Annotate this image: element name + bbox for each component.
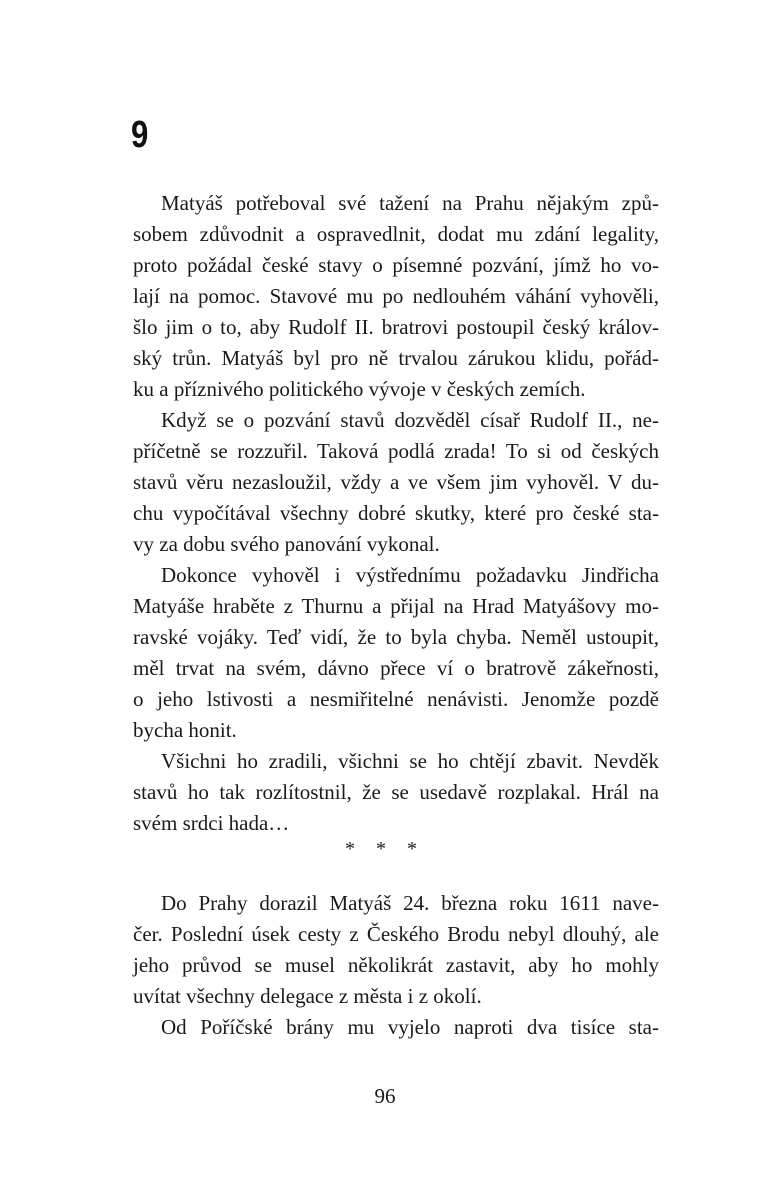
paragraph [133,1012,659,1043]
text-line: uvítat všechny delegace z města i z okolí. [133,984,482,1008]
text-line: o jeho lstivosti a nesmiřitelné nenávisti. Jenomže pozdě [133,687,659,711]
paragraph [133,405,659,560]
text-line: stavů věru nezasloužil, vždy a ve všem jim vyhověl. V du- [133,470,659,494]
text-line: Všichni ho zradili, všichni se ho chtějí zbavit. Nevděk [161,749,659,773]
text-line: Matyáš potřeboval své tažení na Prahu nějakým způ- [161,191,659,215]
text-line: Když se o pozvání stavů dozvěděl císař Rudolf II., ne- [161,408,659,432]
text-line: ský trůn. Matyáš byl pro ně trvalou zárukou klidu, pořád- [133,346,659,370]
section-separator: * * * [345,838,425,860]
text-line: Dokonce vyhověl i výstřednímu požadavku Jindřicha [161,563,659,587]
text-line: lají na pomoc. Stavové mu po nedlouhém váhání vyhověli, [133,284,659,308]
text-line: Matyáše hraběte z Thurnu a přijal na Hrad Matyášovy mo- [133,594,659,618]
text-line: svém srdci hada… [133,811,290,835]
paragraph [133,746,659,839]
text-before-separator [133,188,659,839]
paragraph [133,188,659,405]
text-line: ku a příznivého politického vývoje v českých zemích. [133,377,586,401]
chapter-number: 9 [131,114,149,156]
text-line: ravské vojáky. Teď vidí, že to byla chyba. Neměl ustoupit, [133,625,659,649]
text-line: Do Prahy dorazil Matyáš 24. března roku 1611 nave- [161,891,659,915]
paragraph [133,560,659,746]
text-line: příčetně se rozzuřil. Taková podlá zrada! To si od českých [133,439,659,463]
text-line: šlo jim o to, aby Rudolf II. bratrovi postoupil český králov- [133,315,659,339]
text-line: sobem zdůvodnit a ospravedlnit, dodat mu zdání legality, [133,222,659,246]
text-line: měl trvat na svém, dávno přece ví o bratrově zákeřnosti, [133,656,659,680]
text-line: jeho průvod se musel několikrát zastavit, aby ho mohly [133,953,659,977]
text-after-separator [133,888,659,1043]
text-line: proto požádal české stavy o písemné pozvání, jímž ho vo- [133,253,659,277]
text-line: chu vypočítával všechny dobré skutky, které pro české sta- [133,501,659,525]
text-line: Od Poříčské brány mu vyjelo naproti dva tisíce sta- [161,1015,659,1039]
paragraph [133,888,659,1012]
text-line: stavů ho tak rozlítostnil, že se usedavě rozplakal. Hrál na [133,780,659,804]
text-line: vy za dobu svého panování vykonal. [133,532,440,556]
text-line: bycha honit. [133,718,237,742]
text-line: čer. Poslední úsek cesty z Českého Brodu nebyl dlouhý, ale [133,922,659,946]
page-number: 96 [374,1084,396,1108]
